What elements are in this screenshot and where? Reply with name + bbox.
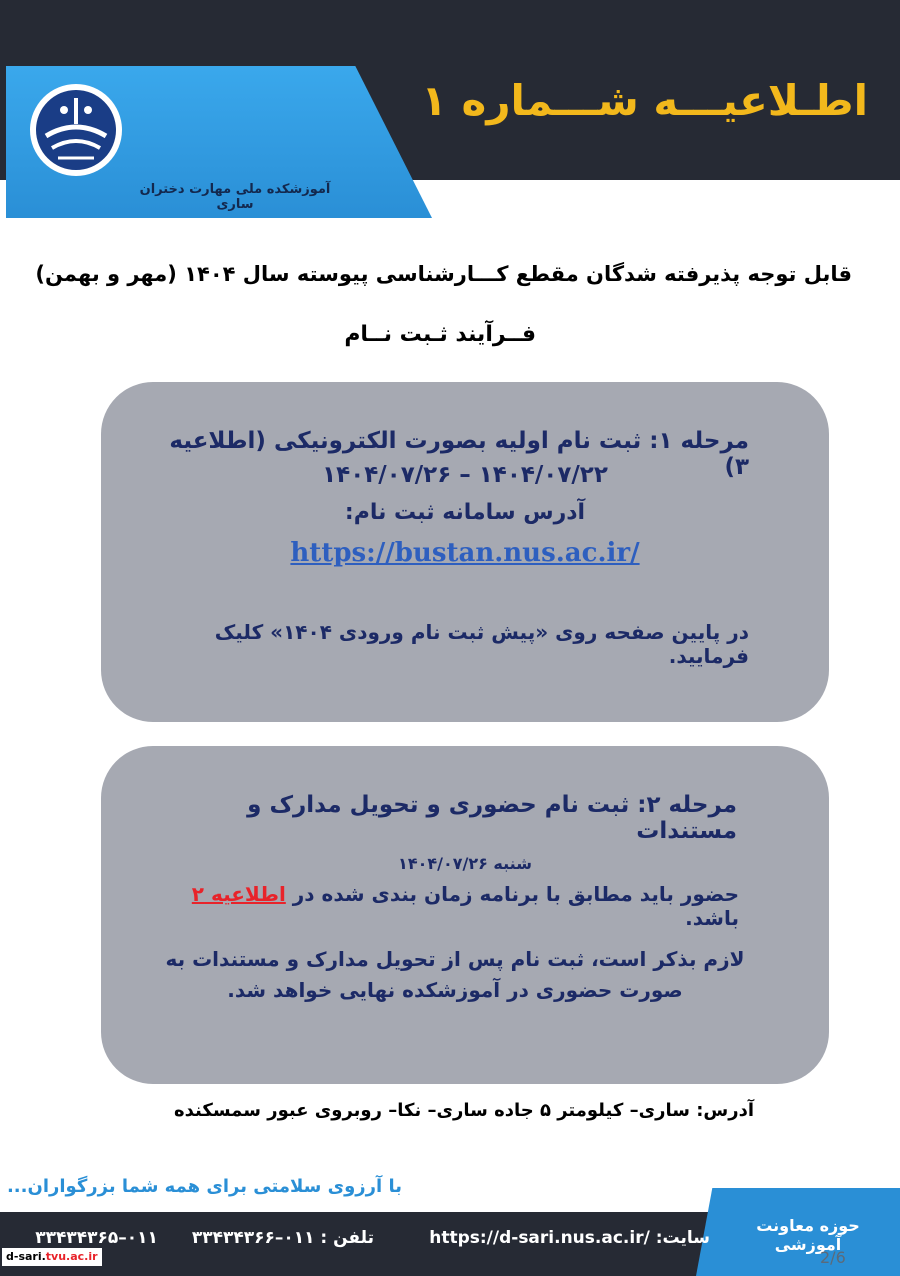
stage2-attendance-line (141, 882, 739, 930)
stage2-date: شنبه ۱۴۰۴/۰۷/۲۶ (398, 854, 532, 873)
campus-address: آدرس: ساری– کیلومتر ۵ جاده ساری– نکا– روبروی عبور سمسکنده (174, 1100, 754, 1121)
site-url[interactable]: https://d-sari.nus.ac.ir/ (429, 1228, 650, 1248)
phone-number-2: ۰۱۱–۳۳۴۳۴۳۶۵ (35, 1228, 158, 1248)
header-banner (0, 0, 900, 218)
domain-suffix: tvu.ac.ir (45, 1250, 98, 1263)
stage1-address-label: آدرس سامانه ثبت نام: (344, 500, 586, 525)
university-logo (24, 78, 128, 182)
footer-department: حوزه معاونت آموزشی (756, 1216, 860, 1254)
phone-label: تلفن : (320, 1228, 374, 1248)
registration-link[interactable]: https://bustan.nus.ac.ir/ (290, 538, 640, 568)
stage1-card (101, 382, 829, 722)
school-name: آموزشکده ملی مهارت دختران ساری (139, 182, 331, 212)
phone-number-1: ۰۱۱–۳۳۴۳۴۳۶۶ (191, 1228, 315, 1248)
stage2-line-before: حضور باید مطابق با برنامه زمان بندی شده در (285, 882, 739, 906)
page-number: 2/6 (820, 1248, 846, 1267)
footer-phones (12, 1228, 374, 1248)
announcement2-reference: اطلاعیه ۲ (191, 882, 286, 906)
footer-site (430, 1228, 710, 1248)
site-label: سایت: (655, 1228, 710, 1248)
closing-wish: با آرزوی سلامتی برای همه شما بزرگواران... (6, 1176, 402, 1197)
stage1-heading: مرحله ۱: ثبت نام اولیه بصورت الکترونیکی (اطلاعیه ۳) (169, 428, 749, 480)
domain-watermark (2, 1248, 102, 1266)
process-title: فــرآیند ثـبت نــام (344, 322, 536, 347)
stage2-note: لازم بذکر است، ثبت نام پس از تحویل مدارک و مستندات به صورت حضوری در آموزشکده نهایی خواهد شد. (165, 947, 745, 1002)
domain-prefix: d-sari. (6, 1250, 46, 1263)
announcement-title: اطـلاعیـــه شـــماره ۱ (421, 76, 868, 125)
stage2-line-after: باشد. (685, 906, 739, 930)
stage1-dates: ۱۴۰۴/۰۷/۲۲ – ۱۴۰۴/۰۷/۲۶ (322, 462, 608, 488)
footer (0, 1188, 900, 1276)
stage1-note: در پایین صفحه روی «پیش ثبت نام ورودی ۱۴۰۴» کلیک فرمایید. (214, 620, 749, 668)
intro-subtitle: قابل توجه پذیرفته شدگان مقطع کـــارشناسی پیوسته سال ۱۴۰۴ (مهر و بهمن) (35, 262, 852, 286)
stage2-heading: مرحله ۲: ثبت نام حضوری و تحویل مدارک و مستندات (247, 792, 737, 844)
stage2-card (101, 746, 829, 1084)
